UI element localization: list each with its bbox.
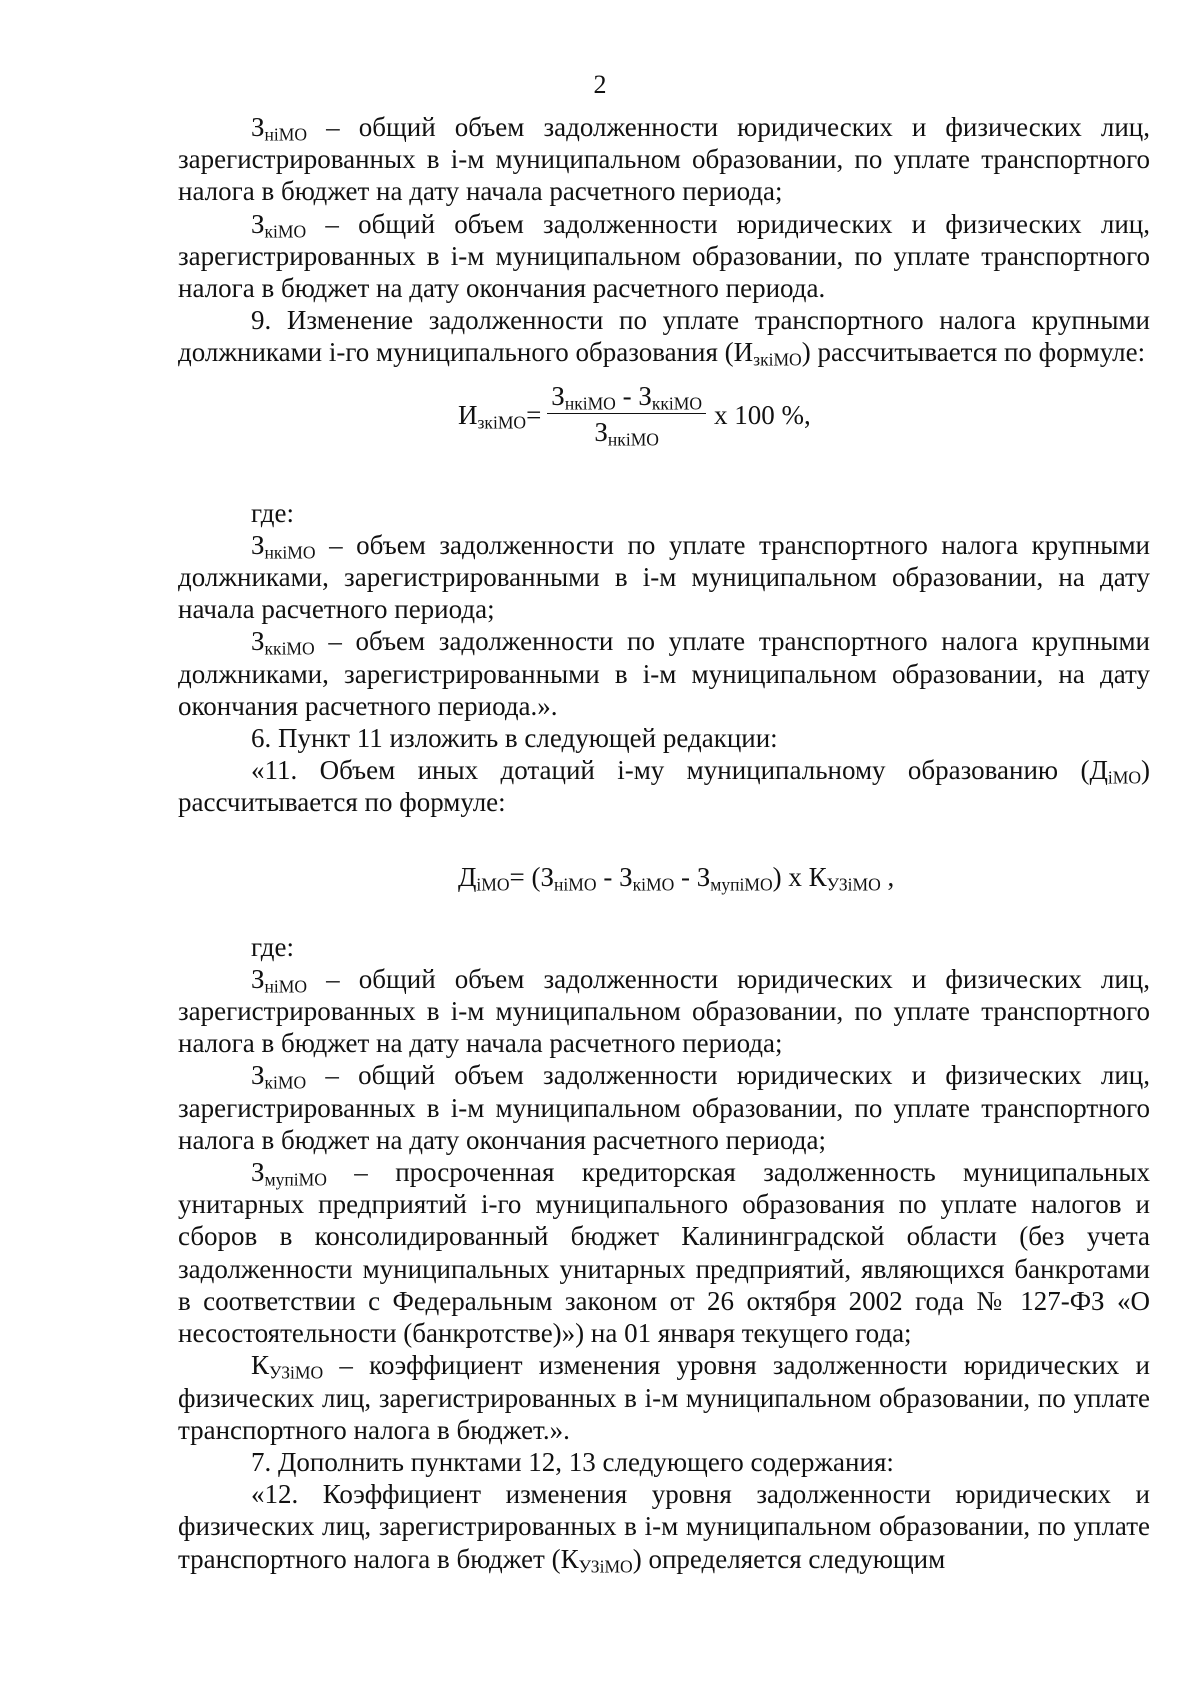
formula-multiplier: х 100 %, [714,399,811,430]
definition-z-ki-mo-2: $З_{кiМО}$ – общий объем задолженности юридических и физических лиц, зарегистрированных в i-м муниципальном образовании, по уплате транспортного налога в бюджет на дату окончания расчетного периода; [178,1060,1150,1155]
item-7: 7. Дополнить пунктами 12, 13 следующего содержания: [251,1446,894,1477]
fraction-denominator: $З_{нкiМО}$ [594,417,659,450]
definition-z-nki-mo: $З_{нкiМО}$ – объем задолженности по уплате транспортного налога крупными должниками, зарегистрированными в i-м муниципальном образовании, на дату начала расчетного периода; [178,529,1150,625]
formula-equals: = [526,399,542,430]
definition-z-ni-mo-2: $З_{нiМО}$ – общий объем задолженности юридических и физических лиц, зарегистрированных в i-м муниципальном образовании, по уплате транспортного налога в бюджет на дату начала расчетного периода; [178,963,1150,1059]
item-12: «12. Коэффициент изменения уровня задолженности юридических и физических лиц, зарегистрированных в i-м муниципальном образовании, по уплате транспортного налога в бюджет $(К_{УЗiМО})$ определяется следующим [178,1479,1150,1576]
page-number: 2 [593,70,607,99]
fraction-numerator: $З_{нкiМО} - З_{ккiМО}$ [547,381,706,414]
definition-z-ni-mo: $З_{нiМО}$ – общий объем задолженности юридических и физических лиц, зарегистрированных в i-м муниципальном образовании, по уплате транспортного налога в бюджет на дату начала расчетного периода; [178,112,1150,207]
formula-d: $Д_{iМО}= (З_{нiМО} - З_{кiМО} - З_{мупiМО})$ х $К_{УЗiМО}$ , [458,861,895,895]
item-9: 9. Изменение задолженности по уплате транспортного налога крупными должниками i-го муниципального образования $(И_{зкiМО})$ рассчитывается по формуле: [178,305,1150,370]
definition-z-ki-mo: $З_{кiМО}$ – общий объем задолженности юридических и физических лиц, зарегистрированных в i-м муниципальном образовании, по уплате транспортного налога в бюджет на дату окончания расчетного периода. [178,208,1150,304]
document-body [178,111,1150,1575]
item-6: 6. Пункт 11 изложить в следующей редакции: [251,723,778,754]
where-label-1: где: [251,497,294,528]
item-11: «11. Объем иных дотаций i-му муниципальному образованию $(Д_{iМО})$ рассчитывается по формуле: [178,755,1150,818]
formula-izk [178,375,1150,455]
definition-k-uzi-mo: $К_{УЗiМО}$ – коэффициент изменения уровня задолженности юридических и физических лиц, зарегистрированных в i-м муниципальном образовании, по уплате транспортного налога в бюджет.». [178,1350,1150,1445]
definition-z-mupi-mo: $З_{мупiМО}$ – просроченная кредиторская задолженность муниципальных унитарных предприятий i-го муниципального образования по уплате налогов и сборов в консолидированный бюджет Калининградской области (без учета задолженности муниципальных унитарных предприятий, являющихся банкротами в соответствии с Федеральным законом от 26 октября 2002 года № 127-ФЗ «О несостоятельности (банкротстве)») на 01 января текущего года; [178,1157,1150,1349]
where-label-2: где: [251,931,294,962]
formula-fraction [547,381,706,448]
definition-z-kki-mo: $З_{ккiМО}$ – объем задолженности по уплате транспортного налога крупными должниками, зарегистрированными в i-м муниципальном образовании, на дату окончания расчетного периода.». [178,626,1150,721]
formula-lhs: $И_{зкiМО}$ [458,399,527,432]
